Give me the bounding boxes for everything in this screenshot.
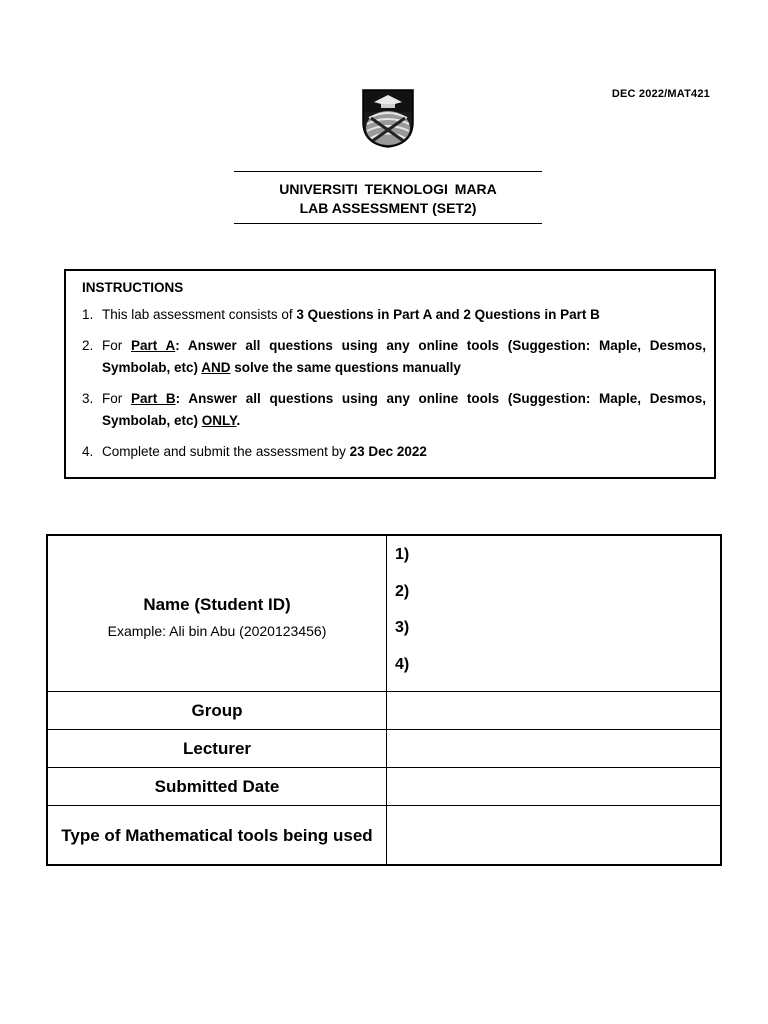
assessment-title: LAB ASSESSMENT (SET2) [299, 200, 477, 216]
instructions-heading: INSTRUCTIONS [82, 280, 184, 295]
table-row [47, 768, 721, 806]
submitted-date-field[interactable] [387, 768, 722, 806]
table-row [47, 692, 721, 730]
instruction-emphasis: 3 Questions in Part A and 2 Questions in Part B [296, 307, 600, 322]
student-slot-2[interactable]: 2) [395, 582, 410, 600]
uitm-crest-icon [361, 88, 415, 148]
due-date: 23 Dec 2022 [349, 444, 427, 459]
instruction-item-1 [82, 304, 706, 326]
student-info-table [46, 534, 722, 866]
part-b-label: Part B [130, 391, 176, 406]
instruction-number: 1. [82, 307, 94, 322]
instruction-text: For [102, 338, 131, 353]
part-a-label: Part A [130, 338, 176, 353]
name-label-cell [47, 535, 387, 692]
name-example: Example: Ali bin Abu (2020123456) [107, 622, 327, 639]
instruction-text: Complete and submit the assessment by [102, 444, 350, 459]
instruction-number: 3. [82, 391, 94, 406]
student-slot-4[interactable]: 4) [395, 655, 410, 673]
name-label: Name (Student ID) [143, 594, 291, 614]
instruction-item-3 [82, 388, 706, 432]
university-name: UNIVERSITI TEKNOLOGI MARA [279, 181, 497, 197]
table-row [47, 806, 721, 866]
tools-label: Type of Mathematical tools being used [47, 806, 387, 866]
group-field[interactable] [387, 692, 722, 730]
student-slot-3[interactable]: 3) [395, 619, 410, 636]
group-label: Group [47, 692, 387, 730]
table-row [47, 535, 721, 692]
lecturer-label: Lecturer [47, 730, 387, 768]
instruction-number: 4. [82, 444, 94, 459]
instruction-item-2 [82, 335, 706, 379]
title-block [234, 171, 542, 224]
instructions-box [64, 269, 716, 479]
lecturer-field[interactable] [387, 730, 722, 768]
course-code: DEC 2022/MAT421 [611, 88, 710, 100]
instruction-item-4 [82, 441, 706, 463]
name-entry-cell[interactable] [387, 535, 722, 692]
instruction-number: 2. [82, 338, 94, 353]
instruction-end: . [236, 413, 241, 428]
only-keyword: ONLY [201, 413, 237, 428]
instruction-text: This lab assessment consists of [102, 307, 297, 322]
submitted-date-label: Submitted Date [47, 768, 387, 806]
instruction-text: For [102, 391, 131, 406]
instruction-emphasis: : Answer all questions using any online tools (Suggestion: Maple, Desmos, Symbolab, etc) [102, 338, 706, 375]
tools-field[interactable] [387, 806, 722, 866]
instruction-emphasis: : Answer all questions using any online tools (Suggestion: Maple, Desmos, Symbolab, etc) [102, 391, 706, 428]
student-slot-1[interactable]: 1) [395, 546, 410, 563]
and-keyword: AND [201, 360, 231, 375]
instruction-emphasis: solve the same questions manually [230, 360, 461, 375]
table-row [47, 730, 721, 768]
